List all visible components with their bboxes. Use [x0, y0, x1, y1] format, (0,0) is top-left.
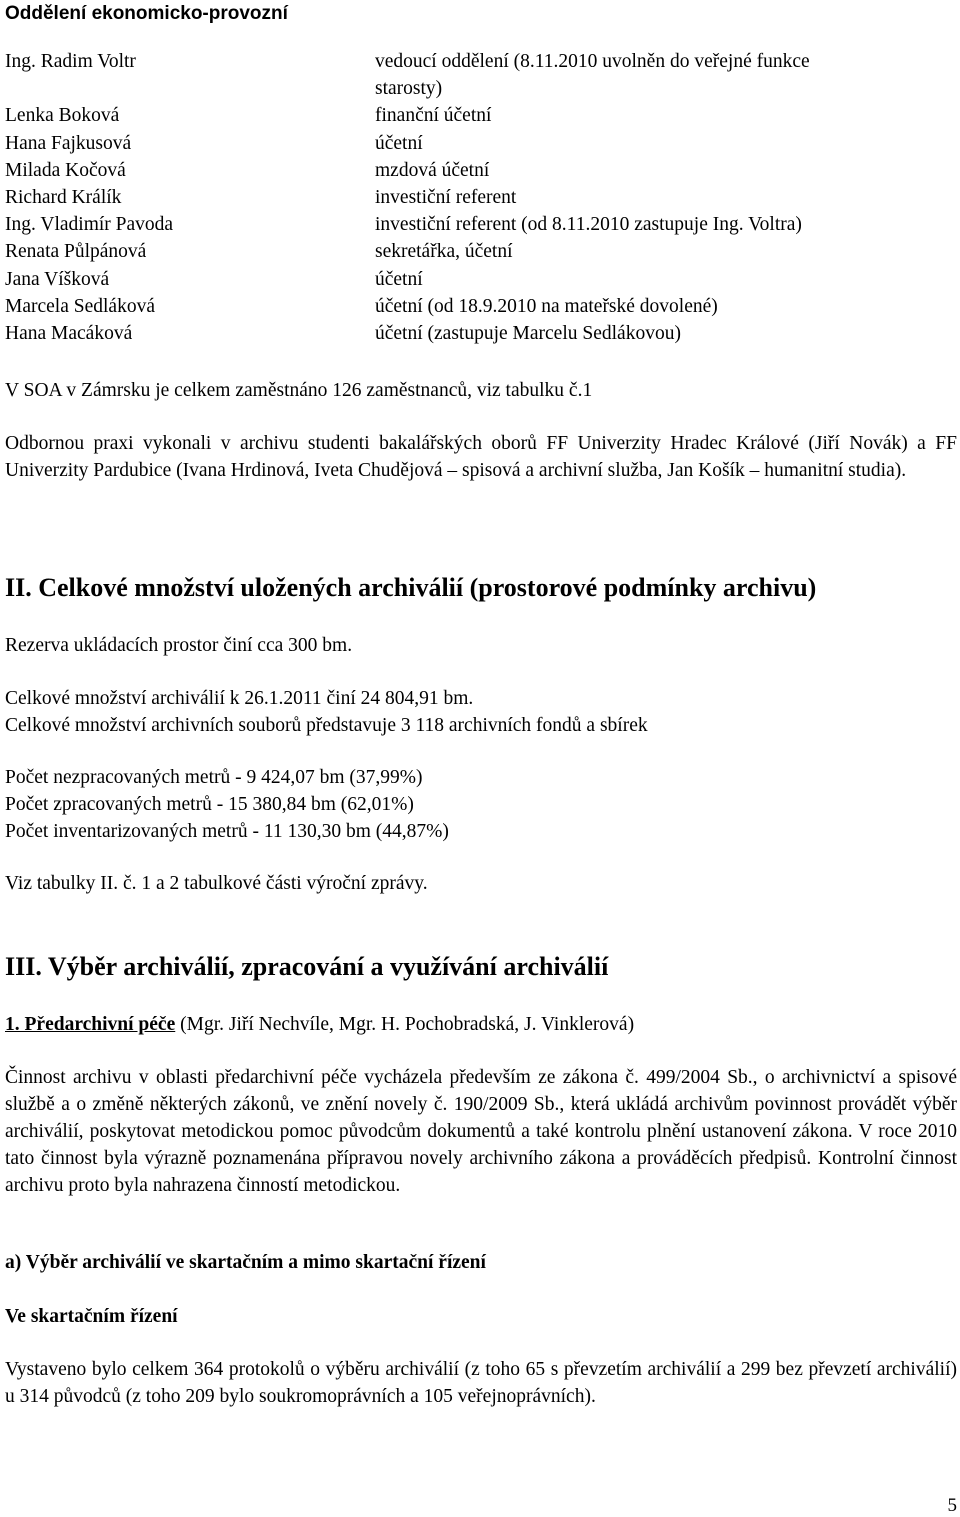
staff-role: investiční referent	[375, 186, 517, 208]
staff-name: Jana Víšková	[5, 268, 110, 290]
staff-name: Ing. Vladimír Pavoda	[5, 214, 174, 236]
staff-row	[5, 238, 957, 265]
subsection-1-line	[5, 1011, 957, 1038]
subsection-1-label: 1. Předarchivní péče	[5, 1014, 176, 1035]
page-number: 5	[947, 1495, 957, 1516]
staff-name: Hana Macáková	[5, 322, 133, 344]
staff-name: Richard Králík	[5, 186, 122, 208]
total-archivalia-text: Celkové množství archiválií k 26.1.2011 činí 24 804,91 bm.	[5, 688, 474, 709]
practice-paragraph: Odbornou praxi vykonali v archivu studenti bakalářských oborů FF Univerzity Hradec Králové (Jiří Novák) a FF Univerzity Pardubice (Ivana Hrdinová, Iveta Chudějová – spisová a archivní služba, Jan Košík – humanitní studia).	[5, 433, 957, 481]
staff-role: sekretářka, účetní	[375, 241, 513, 263]
staff-role: účetní	[375, 132, 423, 154]
staff-role: účetní (zastupuje Marcelu Sedlákovou)	[375, 322, 681, 344]
department-heading: Oddělení ekonomicko-provozní	[5, 3, 288, 24]
activity-paragraph: Činnost archivu v oblasti předarchivní péče vycházela především ze zákona č. 499/2004 Sb., o archivnictví a spisové službě a o změně některých zákonů, ve znění novely č. 190/2009 Sb., která ukládá archivům povinnost provádět výběr archiválií, poskytovat metodickou pomoc původcům dokumentů a také kontrolu plnění ustanovení zákona. V roce 2010 tato činnost byla výrazně poznamenána přípravou novely archivního zákona a prováděcích předpisů. Kontrolní činnost archivu proto byla nahrazena činností metodickou.	[5, 1067, 957, 1196]
staff-role: mzdová účetní	[375, 159, 490, 181]
employees-note: V SOA v Zámrsku je celkem zaměstnáno 126 zaměstnanců, viz tabulku č.1	[5, 380, 593, 401]
section-2-heading: II. Celkové množství uložených archiválií (prostorové podmínky archivu)	[5, 573, 817, 602]
staff-row	[5, 211, 957, 238]
staff-role: investiční referent (od 8.11.2010 zastupuje Ing. Voltra)	[375, 214, 802, 236]
staff-list	[5, 48, 957, 347]
processed-text: Počet zpracovaných metrů - 15 380,84 bm (62,01%)	[5, 794, 414, 815]
see-tables-text: Viz tabulky II. č. 1 a 2 tabulkové části výroční zprávy.	[5, 873, 428, 894]
subsection-a1-heading: Ve skartačním řízení	[5, 1306, 178, 1327]
staff-row	[5, 157, 957, 184]
staff-role: účetní (od 18.9.2010 na mateřské dovolené)	[375, 295, 718, 317]
staff-name: Hana Fajkusová	[5, 132, 132, 154]
unprocessed-text: Počet nezpracovaných metrů - 9 424,07 bm (37,99%)	[5, 767, 423, 788]
protocols-paragraph: Vystaveno bylo celkem 364 protokolů o výběru archiválií (z toho 65 s převzetím archiválií a 299 bez převzetí archiválií) u 314 původců (z toho 209 bylo soukromoprávních a 105 veřejnoprávních).	[5, 1359, 957, 1407]
subsection-a-heading: a) Výběr archiválií ve skartačním a mimo skartační řízení	[5, 1252, 486, 1273]
staff-role-line: starosty)	[375, 78, 443, 100]
subsection-1-people: (Mgr. Jiří Nechvíle, Mgr. H. Pochobradská, J. Vinklerová)	[175, 1014, 635, 1035]
inventoried-text: Počet inventarizovaných metrů - 11 130,30 bm (44,87%)	[5, 821, 449, 842]
staff-row	[5, 102, 957, 129]
staff-name: Milada Kočová	[5, 159, 126, 181]
staff-name: Renata Půlpánová	[5, 241, 147, 263]
staff-role-line: vedoucí oddělení (8.11.2010 uvolněn do veřejné funkce	[375, 51, 810, 72]
staff-name: Lenka Boková	[5, 105, 120, 127]
staff-name: Ing. Radim Voltr	[5, 51, 136, 72]
staff-row	[5, 48, 957, 102]
section-3-heading: III. Výběr archiválií, zpracování a využívání archiválií	[5, 952, 609, 981]
staff-row	[5, 266, 957, 293]
reserve-text: Rezerva ukládacích prostor činí cca 300 bm.	[5, 635, 353, 656]
staff-row	[5, 184, 957, 211]
total-fonds-text: Celkové množství archivních souborů představuje 3 118 archivních fondů a sbírek	[5, 715, 648, 736]
staff-row	[5, 130, 957, 157]
staff-row	[5, 293, 957, 320]
staff-row	[5, 320, 957, 347]
staff-role	[375, 48, 810, 102]
staff-role: účetní	[375, 268, 423, 290]
staff-role: finanční účetní	[375, 105, 492, 127]
staff-name: Marcela Sedláková	[5, 295, 155, 317]
